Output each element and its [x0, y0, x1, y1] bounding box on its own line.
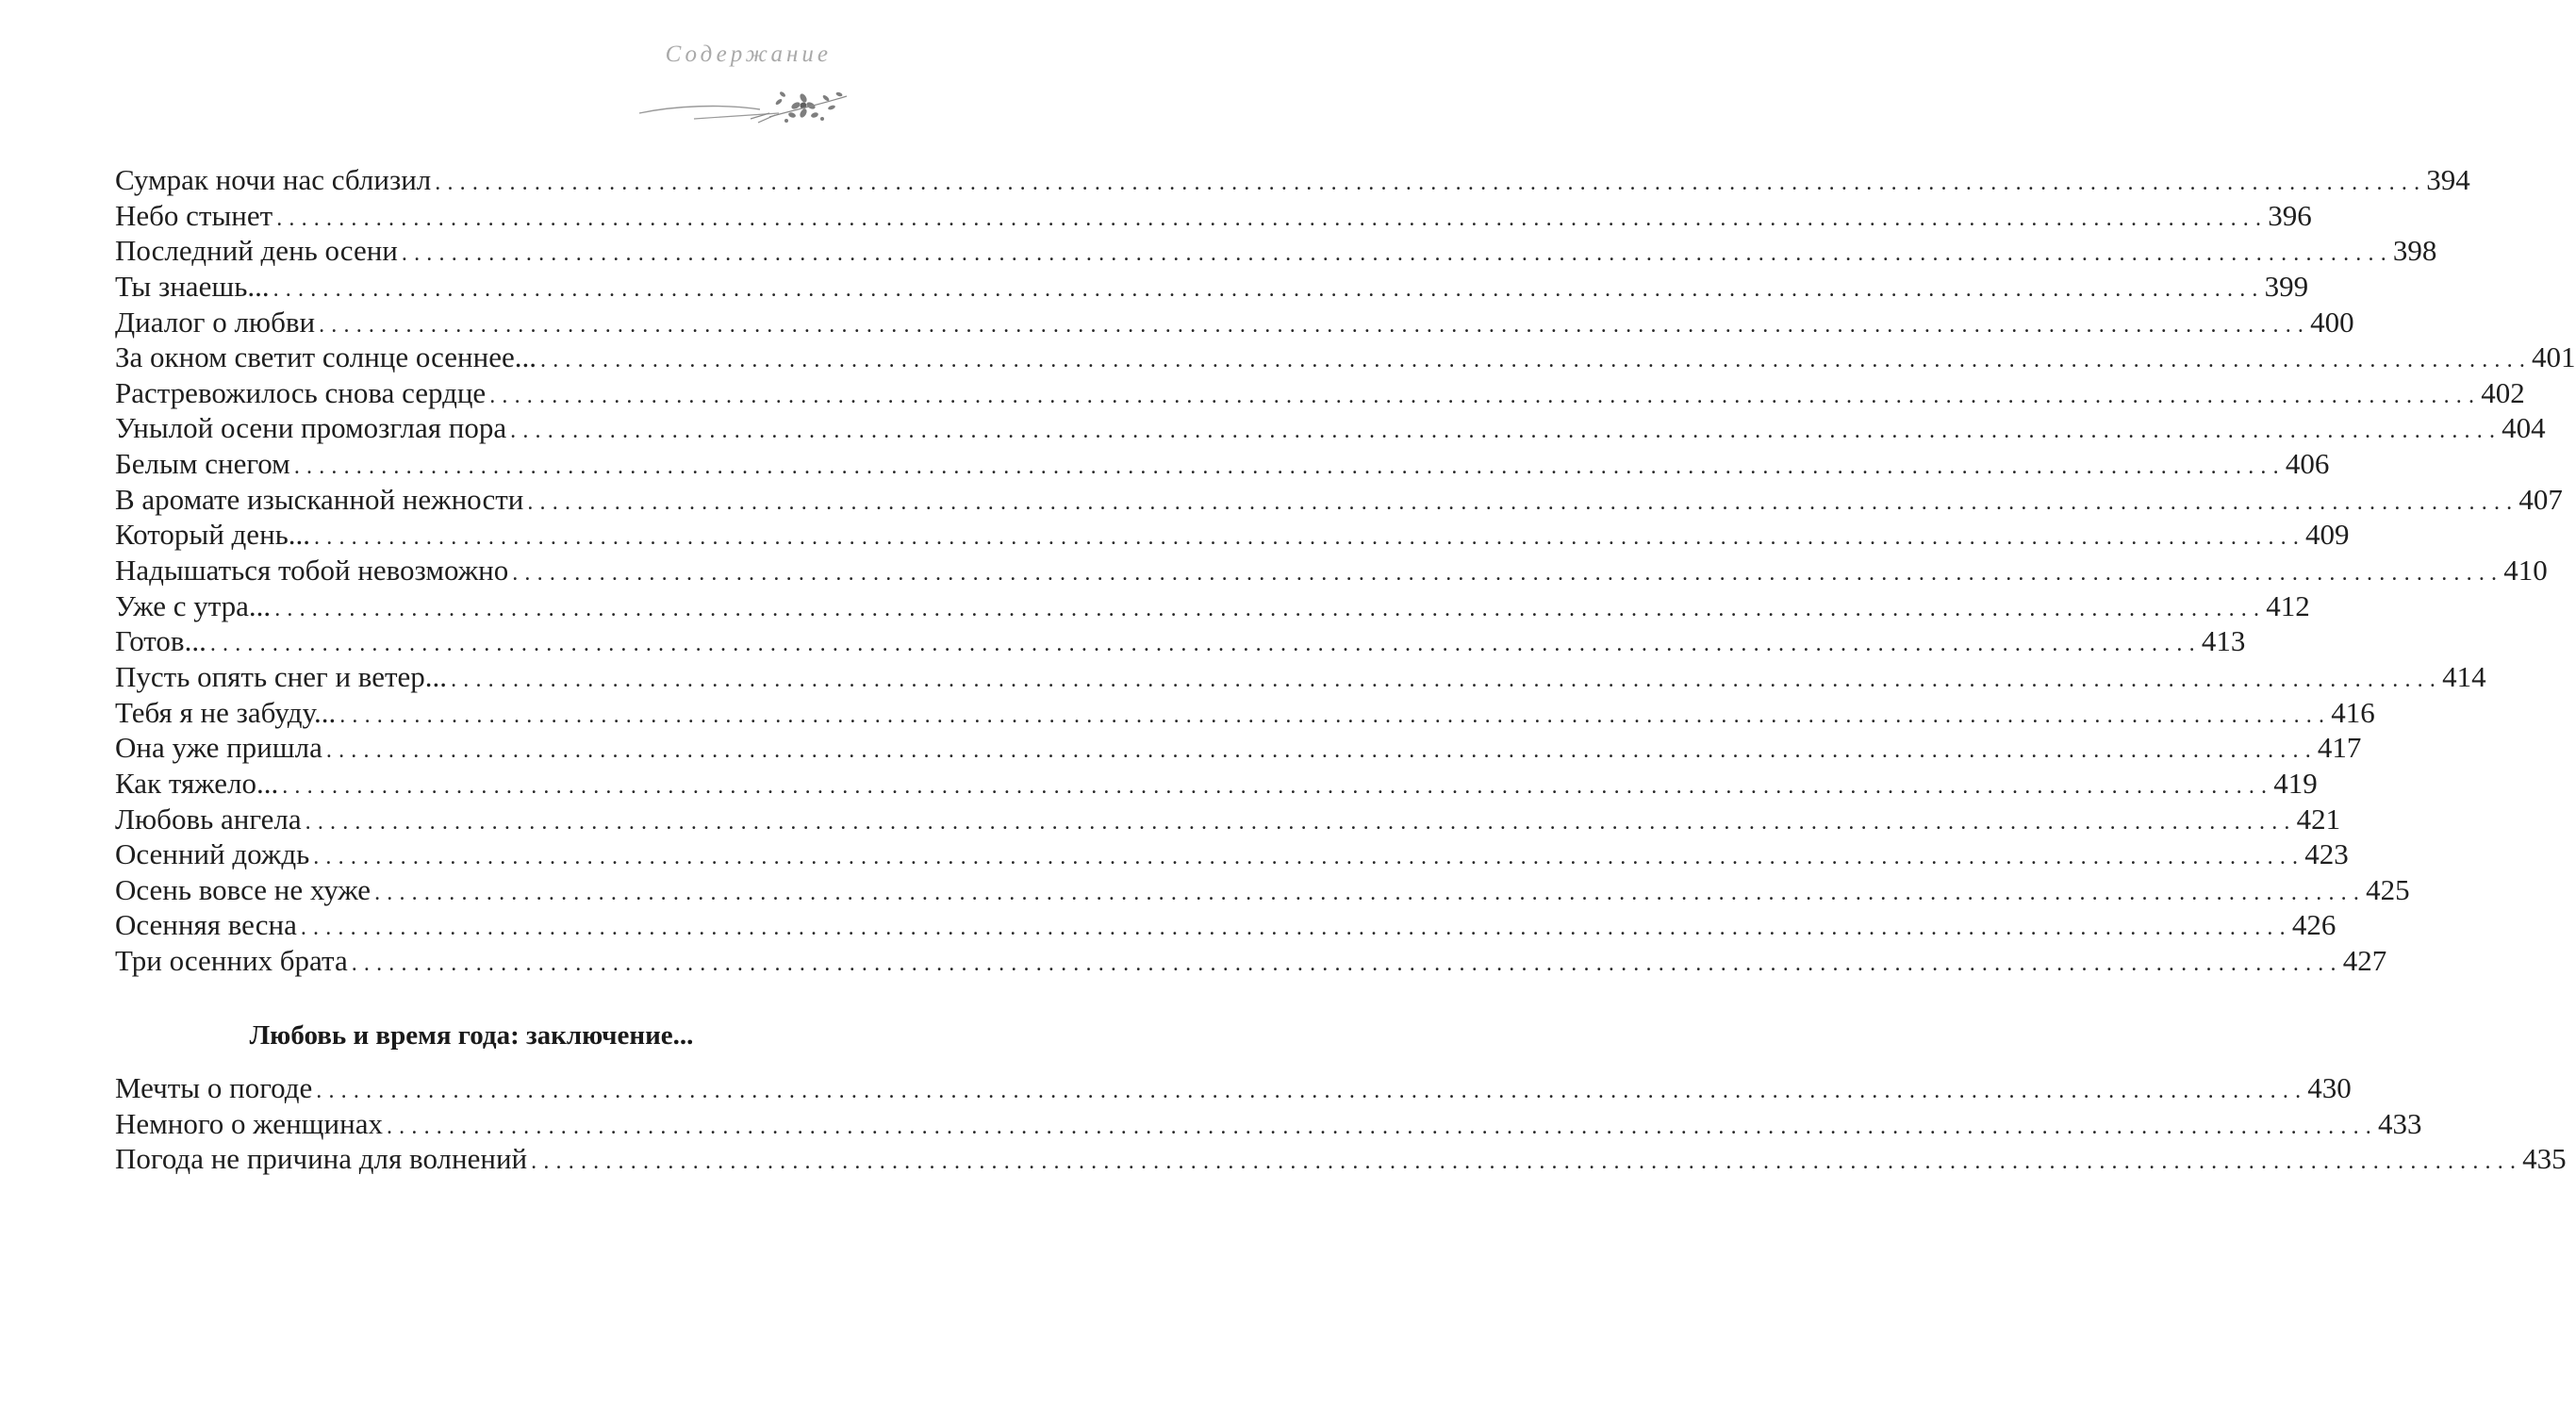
dot-leader: ................................................................................................................................................................ — [209, 632, 2202, 657]
toc-entry — [115, 339, 2576, 375]
toc-entry-page: 398 — [2392, 234, 2437, 268]
toc-entry-page: 417 — [2317, 731, 2362, 765]
toc-entry-title: За окном светит солнце осеннее... — [115, 340, 537, 374]
dot-leader: ................................................................................................................................................................ — [386, 1114, 2378, 1139]
dot-leader: ................................................................................................................................................................ — [339, 703, 2332, 728]
toc-entry-title: Уже с утра... — [115, 588, 272, 622]
toc-entry-title: Последний день осени — [115, 234, 398, 268]
toc-entry-title: В аромате изысканной нежности — [115, 482, 524, 516]
dot-leader: ................................................................................................................................................................ — [540, 348, 2533, 373]
toc-entry-page: 425 — [2366, 872, 2410, 906]
toc-entry-page: 435 — [2522, 1142, 2567, 1176]
toc-list-part2 — [115, 1070, 2567, 1177]
toc-entry — [115, 1106, 2422, 1142]
dot-leader: ................................................................................................................................................................ — [401, 241, 2393, 267]
toc-list-part1 — [115, 162, 2576, 979]
toc-entry-page: 399 — [2264, 269, 2309, 303]
toc-entry — [115, 162, 2470, 198]
dot-leader: ................................................................................................................................................................ — [276, 206, 2269, 231]
section-heading: Любовь и время года: заключение... — [249, 1020, 694, 1051]
floral-branch-ornament-icon — [637, 85, 850, 130]
toc-entry-title: Мечты о погоде — [115, 1071, 313, 1104]
toc-entry-page: 426 — [2291, 908, 2337, 942]
toc-entry-title: Три осенних брата — [115, 944, 348, 978]
toc-entry-title: Осенняя весна — [115, 908, 297, 942]
toc-entry-title: Унылой осени промозглая пора — [115, 411, 507, 445]
toc-entry-page: 401 — [2532, 340, 2576, 374]
toc-entry-page: 396 — [2268, 198, 2312, 232]
toc-entry — [115, 269, 2309, 305]
toc-entry-page: 416 — [2331, 695, 2375, 729]
toc-entry — [115, 517, 2350, 553]
toc-entry — [115, 375, 2525, 411]
toc-entry-page: 410 — [2503, 554, 2548, 588]
dot-leader: ................................................................................................................................................................ — [531, 1150, 2523, 1175]
toc-entry-title: Небо стынет — [115, 198, 273, 232]
toc-entry-title: Белым снегом — [115, 447, 290, 481]
dot-leader: ................................................................................................................................................................ — [451, 667, 2443, 692]
toc-entry — [115, 1070, 2352, 1106]
toc-entry-page: 404 — [2502, 411, 2546, 445]
toc-entry — [115, 695, 2375, 731]
toc-entry-title: Сумрак ночи нас сблизил — [115, 163, 432, 196]
dot-leader: ................................................................................................................................................................ — [527, 489, 2519, 515]
toc-entry-page: 413 — [2201, 624, 2246, 658]
toc-entry — [115, 553, 2548, 588]
dot-leader: ................................................................................................................................................................ — [435, 171, 2427, 195]
toc-entry — [115, 198, 2312, 234]
toc-entry-page: 402 — [2481, 375, 2525, 409]
toc-entry-title: Диалог о любви — [115, 305, 316, 339]
toc-entry — [115, 872, 2410, 908]
dot-leader: ................................................................................................................................................................ — [272, 276, 2265, 302]
running-head: Содержание — [665, 41, 832, 67]
toc-entry-title: Осень вовсе не хуже — [115, 872, 372, 906]
dot-leader: ................................................................................................................................................................ — [300, 916, 2292, 941]
toc-entry-title: Который день... — [115, 518, 311, 552]
toc-entry-title: Ты знаешь... — [115, 269, 270, 303]
toc-entry-page: 419 — [2273, 766, 2318, 800]
toc-entry — [115, 305, 2354, 340]
toc-entry — [115, 446, 2330, 482]
toc-entry — [115, 410, 2546, 446]
toc-entry-page: 427 — [2342, 944, 2387, 978]
toc-entry — [115, 730, 2362, 766]
toc-entry — [115, 802, 2341, 837]
toc-entry — [115, 836, 2349, 872]
dot-leader: ................................................................................................................................................................ — [305, 809, 2297, 835]
toc-entry — [115, 482, 2563, 518]
toc-entry — [115, 588, 2310, 624]
toc-entry — [115, 766, 2318, 802]
toc-entry — [115, 623, 2246, 659]
toc-entry-page: 430 — [2307, 1071, 2352, 1104]
dot-leader: ................................................................................................................................................................ — [512, 561, 2504, 587]
toc-entry-page: 412 — [2266, 588, 2310, 622]
dot-leader: ................................................................................................................................................................ — [351, 952, 2343, 977]
toc-entry-title: Она уже пришла — [115, 731, 322, 765]
toc-entry-title: Пусть опять снег и ветер... — [115, 659, 448, 693]
dot-leader: ................................................................................................................................................................ — [374, 880, 2367, 905]
dot-leader: ................................................................................................................................................................ — [316, 1079, 2308, 1103]
toc-entry-title: Готов... — [115, 624, 206, 658]
toc-entry — [115, 1141, 2567, 1177]
dot-leader: ................................................................................................................................................................ — [489, 383, 2482, 408]
toc-entry-page: 407 — [2518, 482, 2563, 516]
dot-leader: ................................................................................................................................................................ — [293, 455, 2286, 480]
toc-entry-title: Растревожилось снова сердце — [115, 375, 487, 409]
toc-entry-page: 421 — [2296, 802, 2341, 836]
toc-entry — [115, 659, 2486, 695]
toc-entry — [115, 233, 2437, 269]
toc-entry-page: 409 — [2305, 518, 2350, 552]
toc-entry-page: 394 — [2426, 163, 2470, 196]
toc-entry-page: 400 — [2310, 305, 2354, 339]
toc-entry-title: Осенний дождь — [115, 837, 310, 871]
toc-entry-page: 406 — [2285, 447, 2330, 481]
dot-leader: ................................................................................................................................................................ — [313, 845, 2305, 870]
toc-entry-title: Любовь ангела — [115, 802, 302, 836]
toc-entry-title: Надышаться тобой невозможно — [115, 554, 509, 588]
dot-leader: ................................................................................................................................................................ — [314, 525, 2306, 551]
toc-entry — [115, 907, 2337, 943]
dot-leader: ................................................................................................................................................................ — [282, 773, 2274, 799]
toc-entry-title: Тебя я не забуду... — [115, 695, 337, 729]
toc-entry-title: Немного о женщинах — [115, 1106, 383, 1140]
dot-leader: ................................................................................................................................................................ — [274, 596, 2267, 621]
toc-entry-title: Как тяжело... — [115, 766, 279, 800]
toc-entry-page: 414 — [2442, 659, 2486, 693]
dot-leader: ................................................................................................................................................................ — [510, 419, 2502, 444]
toc-entry-title: Погода не причина для волнений — [115, 1142, 528, 1176]
toc-entry-page: 423 — [2304, 837, 2349, 871]
dot-leader: ................................................................................................................................................................ — [319, 312, 2311, 338]
toc-entry — [115, 943, 2387, 979]
toc-entry-page: 433 — [2377, 1106, 2422, 1140]
dot-leader: ................................................................................................................................................................ — [325, 738, 2318, 764]
